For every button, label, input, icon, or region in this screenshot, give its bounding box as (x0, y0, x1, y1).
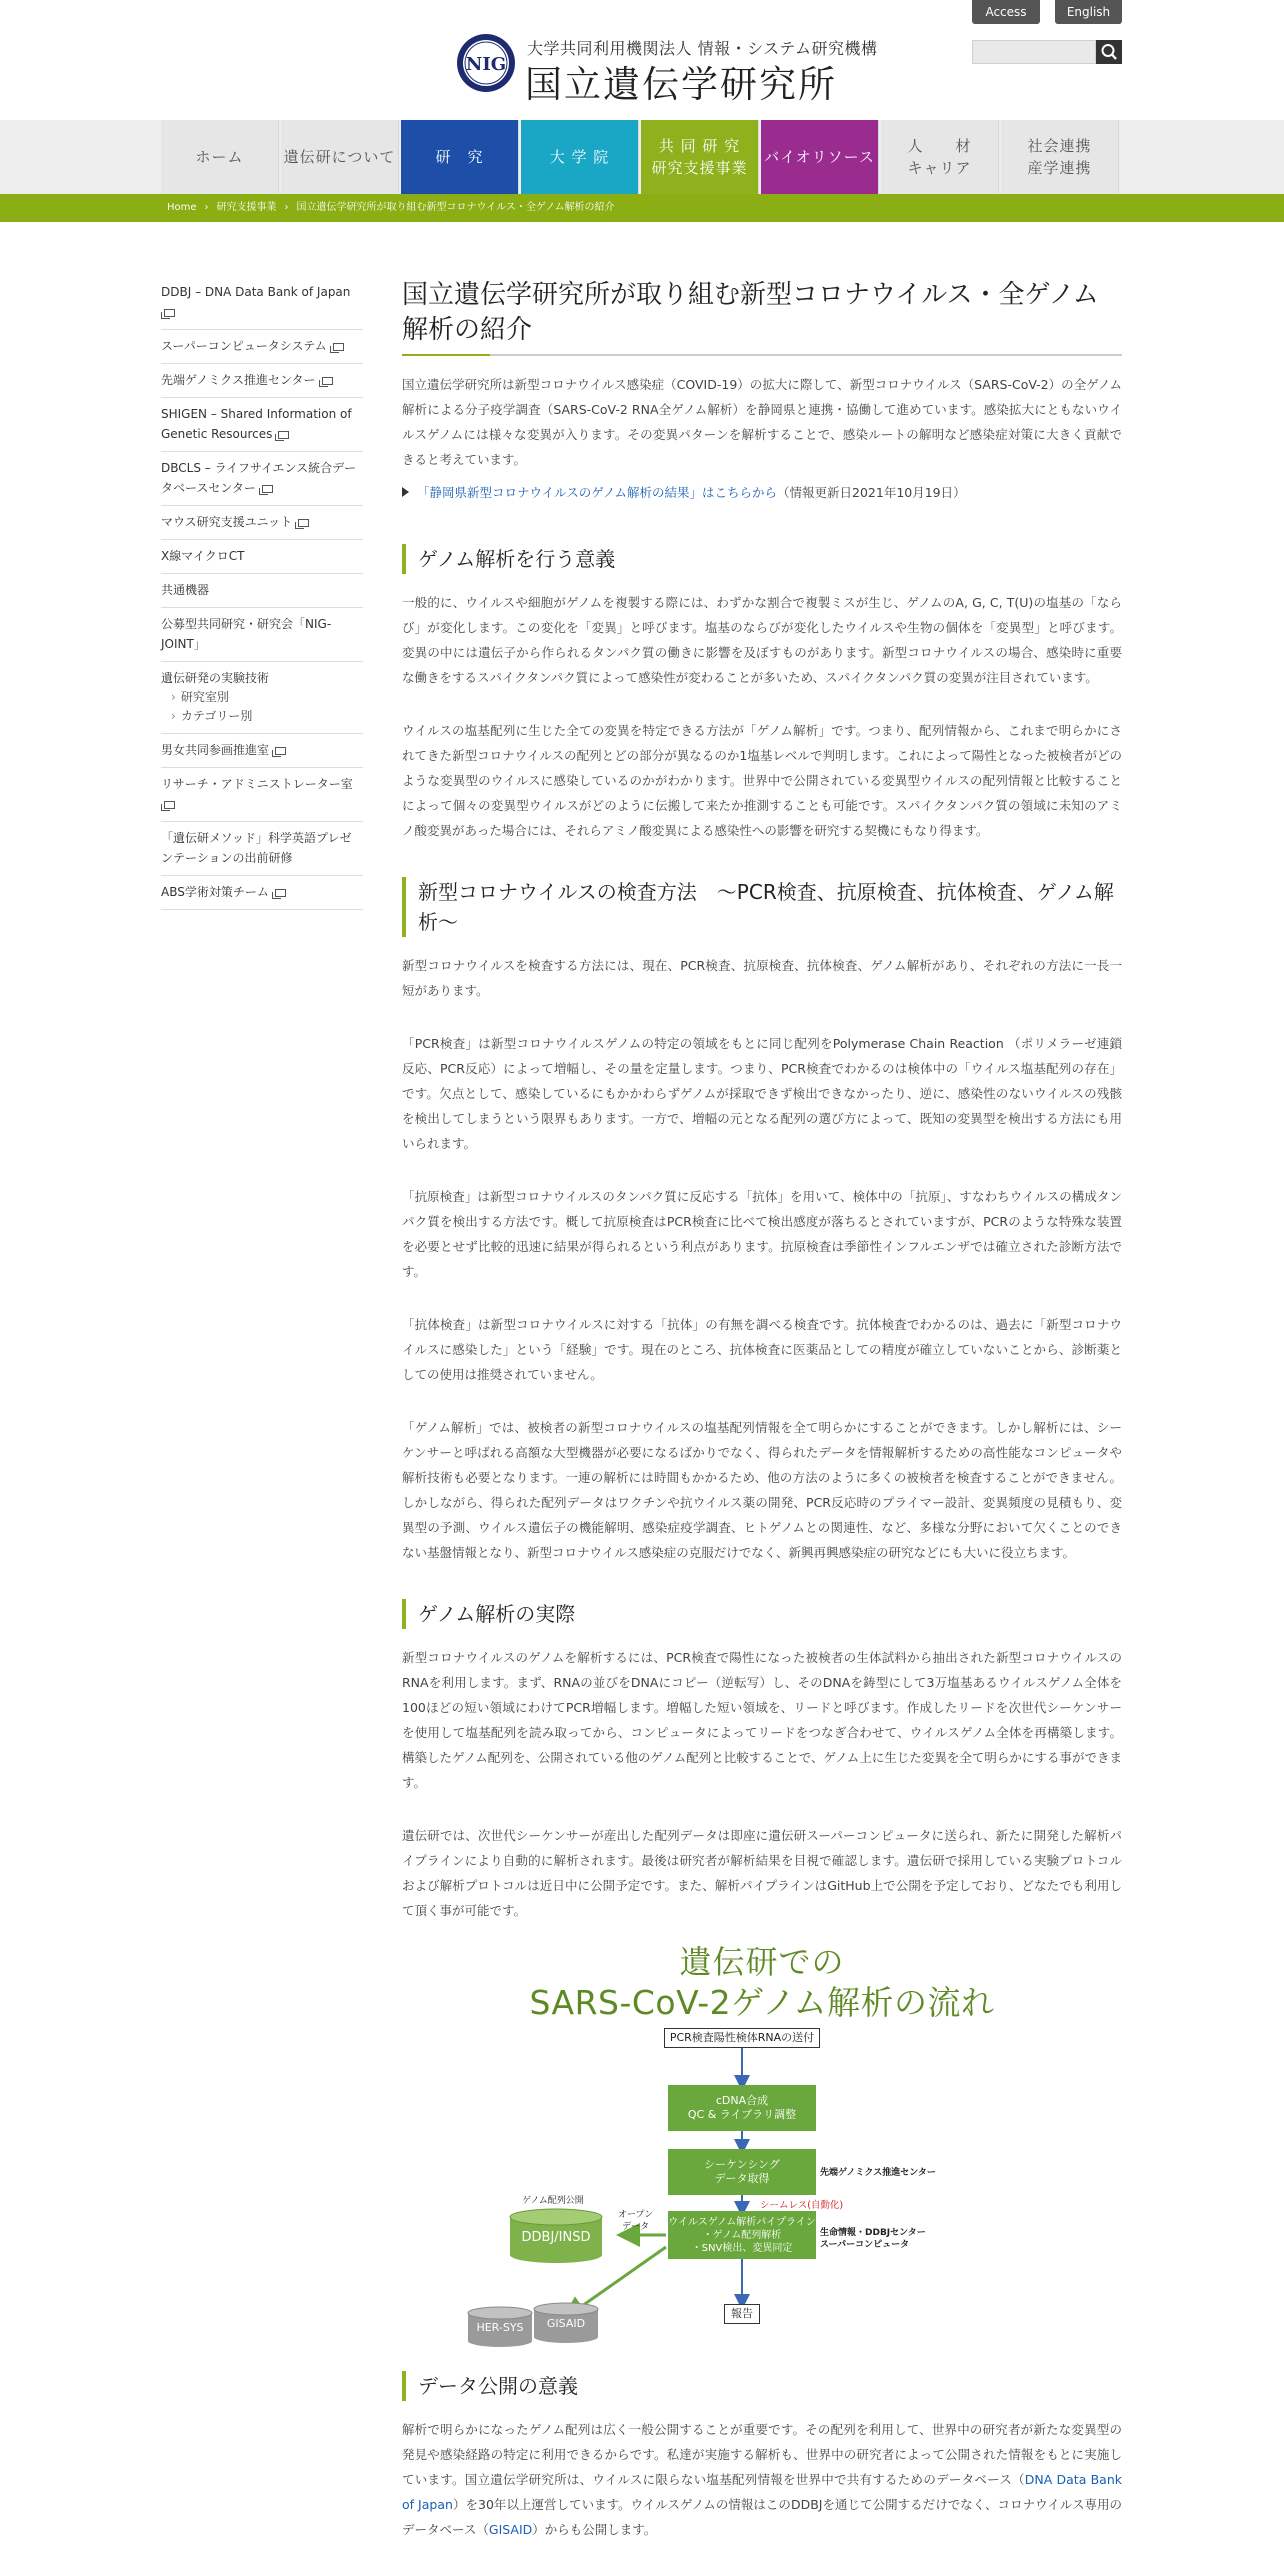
diagram-step-sequencing (668, 2149, 816, 2195)
diagram-db-ddbj: DDBJ/INSD (521, 2230, 591, 2245)
nav-item-about[interactable]: 遺伝研について (281, 120, 399, 194)
section-paragraph: 「抗原検査」は新型コロナウイルスのタンパク質に反応する「抗体」を用いて、検体中の「抗原」、すなわちウイルスの構成タンパク質を検出する方法です。概して抗原検査はPCR検査に比べて検出感度が落ちるとされていますが、PCRのような特殊な装置を必要とせず比較的迅速に結果が得られるという利点があります。抗原検査は季節性インフルエンザでは確立された診断方法です。 (402, 1189, 1122, 1279)
intro-paragraph: 国立遺伝学研究所は新型コロナウイルス感染症（COVID-19）の拡大に際して、新型コロナウイルス（SARS-CoV-2）の全ゲノム解析による分子疫学調査（SARS-CoV-2 RNA全ゲノム解析）を静岡県と連携・協働して進めています。感染拡大にともないウイルスゲノムには様々な変異が入ります。その変異パターンを解析することで、感染ルートの解明など感染症対策に大きく貢献できると考えています。 (402, 377, 1122, 467)
update-date-note: （情報更新日2021年10月19日） (777, 485, 966, 500)
section-heading-significance: ゲノム解析を行う意義 (402, 544, 1122, 574)
diagram-label-genomics-center: 先端ゲノミクス推進センター (820, 2168, 936, 2178)
diagram-step-text: cDNA合成 (715, 2094, 769, 2107)
section-paragraph: 「ゲノム解析」では、被検者の新型コロナウイルスの塩基配列情報を全て明らかにすることができます。しかし解析には、シーケンサーと呼ばれる高額な大型機器が必要になるばかりでなく、得られたデータを情報解析するための高性能なコンピュータや解析技術も必要となります。一連の解析には時間もかかるため、他の方法のように多くの被検者を検査することができません。しかしながら、得られた配列データはワクチンや抗ウイルス薬の開発、PCR反応時のプライマー設計、変異頻度の見積もり、変異型の予測、ウイルス遺伝子の機能解明、感染症疫学調査、ヒトゲノムとの関連性、など、多様な分野において欠くことのできない基盤情報となり、新型コロナウイルス感染症の克服だけでなく、新興再興感染症の研究などにも大いに役立ちます。 (402, 1420, 1122, 1560)
breadcrumb-separator: › (204, 202, 209, 213)
breadcrumb-parent[interactable]: 研究支援事業 (216, 202, 277, 213)
sidebar-item-dbcls[interactable] (161, 452, 363, 506)
external-link-icon (164, 801, 175, 809)
external-link-icon (262, 485, 273, 493)
diagram-step-text: データ取得 (714, 2172, 770, 2185)
nav-item-home[interactable]: ホーム (161, 120, 279, 194)
diagram-step-sample: PCR検査陽性検体RNAの送付 (664, 2028, 820, 2048)
diagram-label-dbcls (820, 2227, 926, 2251)
sidebar-item-nig-joint[interactable] (161, 608, 363, 662)
breadcrumb-bar (0, 194, 1284, 222)
nav-item-industry[interactable]: 社会連携 産学連携 (1001, 120, 1119, 194)
sidebar-item-label: ABS学術対策チーム (161, 885, 269, 899)
diagram-label-public: ゲノム配列公開 (522, 2196, 584, 2206)
site-logo[interactable] (455, 32, 878, 106)
sidebar-item-label: スーパーコンピュータシステム (161, 339, 327, 353)
external-link-icon (298, 519, 309, 527)
triangle-bullet-icon (402, 487, 409, 497)
sidebar-item-genomics-center[interactable] (161, 364, 363, 398)
breadcrumb-current: 国立遺伝学研究所が取り組む新型コロナウイルス・全ゲノム解析の紹介 (296, 202, 615, 213)
diagram-db-hersys: HER-SYS (476, 2321, 524, 2334)
diagram-label-open-data (618, 2209, 653, 2233)
external-link-icon (322, 377, 333, 385)
nav-item-bioresource[interactable]: バイオリソース (761, 120, 879, 194)
section-paragraph: 「PCR検査」は新型コロナウイルスゲノムの特定の領域をもとに同じ配列をPolymerase Chain Reaction （ポリメラーゼ連鎖反応、PCR反応）によって増幅し、その量を定量します。つまり、PCR検査でわかるのは検体中の「ウイルス塩基配列の存在」です。欠点として、感染しているにもかかわらずゲノムが採取できず検出できなかったり、逆に、感染性のないウイルスの残骸を検出してしまうという限界もあります。一方で、増幅の元となる配列の選び方によって、既知の変異型を検出する方法にも用いられます。 (402, 1036, 1122, 1151)
sidebar-item-supercomputer[interactable] (161, 330, 363, 364)
data-release-text: ）を30年以上運営しています。ウイルスゲノムの情報はこのDDBJを通じて公開するだけでなく、コロナウイルス専用のデータベース（ (402, 2497, 1123, 2537)
external-link-icon (275, 747, 286, 755)
sidebar-item-label: DBCLS – ライフサイエンス統合データベースセンター (161, 461, 357, 495)
nav-item-joint-research[interactable]: 共 同 研 究 研究支援事業 (641, 120, 759, 194)
section-heading-test-methods: 新型コロナウイルスの検査方法 ～PCR検査、抗原検査、抗体検査、ゲノム解析～ (402, 877, 1122, 937)
site-header (0, 0, 1284, 120)
diagram-label-text: データ (622, 2222, 650, 2232)
sidebar-item-common-equipment[interactable] (161, 574, 363, 608)
diagram-step-text: シーケンシング (704, 2158, 780, 2171)
diagram-step-text: ・SNV検出、変異同定 (691, 2242, 793, 2254)
global-nav (0, 120, 1284, 194)
external-link-icon (333, 343, 344, 351)
sidebar-item-gender-equality[interactable] (161, 734, 363, 768)
external-link-icon (278, 431, 289, 439)
shizuoka-results-link[interactable]: 「静岡県新型コロナウイルスのゲノム解析の結果」はこちらから (417, 485, 778, 500)
sidebar-item-label: 男女共同参画推進室 (161, 743, 270, 757)
diagram-title-line2: SARS-CoV-2ゲノム解析の流れ (529, 1983, 995, 2022)
sidebar-item-label: SHIGEN – Shared Information of Genetic Resources (161, 407, 352, 441)
diagram-step-text: ウイルスゲノム解析パイプライン (668, 2216, 816, 2228)
sidebar-item-label: X線マイクロCT (161, 549, 245, 563)
org-name: 国立遺伝学研究所 (525, 63, 837, 106)
sidebar-item-mouse-unit[interactable] (161, 506, 363, 540)
nav-item-career[interactable]: 人 材 キャリア (881, 120, 999, 194)
sidebar-item-ddbj[interactable] (161, 276, 363, 330)
diagram-step-cdna (668, 2085, 816, 2131)
breadcrumb-home[interactable]: Home (167, 202, 197, 213)
section-heading-data-release: データ公開の意義 (402, 2371, 1122, 2401)
diagram-connectors (402, 1937, 1122, 2357)
sidebar-item-label: 公募型共同研究・研究会「NIG-JOINT」 (161, 617, 332, 651)
section-paragraph: 一般的に、ウイルスや細胞がゲノムを複製する際には、わずかな割合で複製ミスが生じ、ゲノムのA, G, C, T(U)の塩基の「ならび」が変化します。この変化を「変異」と呼びます。塩基のならびが変化したウイルスや生物の個体を「変異型」と呼びます。変異の中には遺伝子から作られるタンパク質の働きに影響を及ぼすものがあります。新型コロナウイルスの場合、感染時に重要な働きをするスパイクタンパク質によって感染性が変わることが多いため、スパイクタンパク質の変異が注目されています。 (402, 595, 1122, 685)
external-link-icon (275, 889, 286, 897)
sidebar-item-shigen[interactable] (161, 398, 363, 452)
section-paragraph: 新型コロナウイルスのゲノムを解析するには、PCR検査で陽性になった被検者の生体試料から抽出された新型コロナウイルスのRNAを利用します。まず、RNAの並びをDNAにコピー（逆転写）し、そのDNAを鋳型にして3万塩基あるウイルスゲノム全体を100ほどの短い領域にわけてPCR増幅します。増幅した短い領域を、リードと呼びます。作成したリードを次世代シーケンサーを使用して塩基配列を読み取ってから、コンピュータによってリードをつなぎ合わせて、ウイルスゲノム全体を再構築します。構築したゲノム配列を、公開されている他のゲノム配列と比較することで、ゲノム上に生じた変異を全て明らかにする事ができます。 (402, 1650, 1122, 1790)
search-input[interactable] (972, 40, 1096, 64)
external-link-icon (164, 309, 175, 317)
gisaid-link[interactable]: GISAID (488, 2522, 533, 2537)
access-button[interactable]: Access (972, 0, 1040, 24)
org-subtitle: 大学共同利用機関法人 情報・システム研究機構 (527, 39, 878, 58)
ddbj-link[interactable]: DNA Data Bank of Japan (402, 2472, 1122, 2512)
sidebar-item-ura[interactable] (161, 768, 363, 822)
section-paragraph: 遺伝研では、次世代シーケンサーが産出した配列データは即座に遺伝研スーパーコンピュータに送られ、新たに開発した解析パイプラインにより自動的に解析されます。最後は研究者が解析結果を目視で確認します。遺伝研で採用している実験プロトコルおよび解析プロトコルは近日中に公開予定です。また、解析パイプラインはGitHub上で公開を予定しており、どなたでも利用して頂く事が可能です。 (402, 1828, 1122, 1918)
sidebar-subitem-by-category[interactable]: › カテゴリー別 (161, 707, 363, 726)
diagram-label-text: 生命情報・DDBJセンター (820, 2228, 926, 2238)
sidebar-item-label: マウス研究支援ユニット (161, 515, 293, 529)
sidebar-subitem-by-lab[interactable]: › 研究室別 (161, 688, 363, 707)
main-content (402, 278, 1122, 2542)
nav-item-graduate[interactable]: 大 学 院 (521, 120, 639, 194)
sidebar-item-label: 共通機器 (161, 583, 210, 597)
nav-item-research[interactable]: 研 究 (401, 120, 519, 194)
diagram-step-text: QC & ライブラリ調整 (687, 2108, 797, 2121)
section-paragraph: ウイルスの塩基配列に生じた全ての変異を特定できる方法が「ゲノム解析」です。つまり、配列情報から、これまで明らかにされてきた新型コロナウイルスの配列とどの部分が異なるのか1塩基レベルで判明します。これによって陽性となった被検者がどのような変異型のウイルスに感染しているのかがわかります。世界中で公開されている変異型ウイルスの配列情報と比較することによって個々の変異型ウイルスがどのように伝搬して来たか推測することも可能です。スパイクタンパク質の領域に未知のアミノ酸変異があった場合には、それらアミノ酸変異による感染性への影響を研究する契機にもなり得ます。 (402, 723, 1122, 838)
diagram-step-report: 報告 (724, 2304, 760, 2324)
nig-emblem-icon (455, 32, 517, 94)
english-button[interactable]: English (1055, 0, 1122, 24)
sidebar-item-presentation-training[interactable] (161, 822, 363, 876)
sidebar-item-xray-ct[interactable] (161, 540, 363, 574)
sidebar-item-label: 先端ゲノミクス推進センター (161, 373, 316, 387)
genome-analysis-flow-diagram (402, 1937, 1122, 2357)
sidebar (161, 276, 363, 910)
section-paragraph: 「抗体検査」は新型コロナウイルスに対する「抗体」の有無を調べる検査です。抗体検査でわかるのは、過去に「新型コロナウイルスに感染した」という「経験」です。現在のところ、抗体検査に医薬品としての精度が確立していないことから、診断薬としての使用は推奨されていません。 (402, 1317, 1122, 1382)
diagram-title-line1: 遺伝研での (679, 1943, 845, 1981)
sidebar-item-label: 遺伝研発の実験技術 (161, 671, 270, 685)
page-title: 国立遺伝学研究所が取り組む新型コロナウイルス・全ゲノム解析の紹介 (402, 278, 1122, 356)
sidebar-item-abs-team[interactable] (161, 876, 363, 910)
sidebar-item-label: リサーチ・アドミニストレーター室 (161, 777, 353, 791)
breadcrumb (167, 194, 615, 222)
data-release-paragraph (402, 2417, 1122, 2542)
search-button[interactable] (1096, 40, 1122, 64)
svg-text:NIG: NIG (465, 54, 507, 75)
diagram-label-seamless: シームレス(自動化) (760, 2200, 844, 2211)
section-heading-practice: ゲノム解析の実際 (402, 1599, 1122, 1629)
section-paragraph: 新型コロナウイルスを検査する方法には、現在、PCR検査、抗原検査、抗体検査、ゲノム解析があり、それぞれの方法に一長一短があります。 (402, 958, 1122, 998)
search-icon (1096, 40, 1122, 64)
data-release-text: 解析で明らかになったゲノム配列は広く一般公開することが重要です。その配列を利用して、世界中の研究者が新たな変異型の発見や感染経路の特定に利用できるからです。私達が実施する解析も、世界中の研究者によって公開された情報をもとに実施しています。国立遺伝学研究所は、ウイルスに限らない塩基配列情報を世界中で共有するためのデータベース（ (402, 2422, 1122, 2487)
data-release-text: ）からも公開します。 (532, 2522, 657, 2537)
diagram-step-text: ・ゲノム配列解析 (702, 2229, 782, 2241)
sidebar-item-techniques[interactable] (161, 662, 363, 734)
shizuoka-results-link-row (402, 482, 1122, 504)
diagram-db-gisaid: GISAID (546, 2317, 586, 2330)
diagram-step-pipeline (668, 2211, 816, 2259)
diagram-label-text: スーパーコンピュータ (820, 2240, 910, 2250)
sidebar-item-label: 「遺伝研メソッド」科学英語プレゼンテーションの出前研修 (161, 831, 352, 865)
diagram-label-text: オープン (618, 2210, 654, 2220)
breadcrumb-separator: › (284, 202, 289, 213)
sidebar-item-label: DDBJ – DNA Data Bank of Japan (161, 285, 351, 299)
